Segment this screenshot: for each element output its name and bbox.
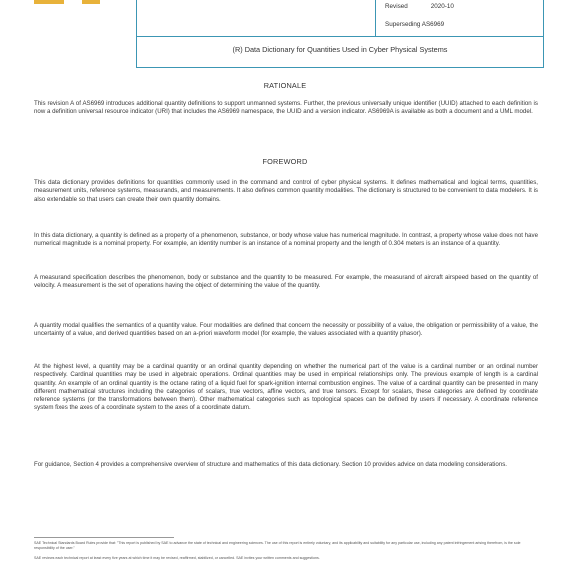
footer-divider [34, 537, 174, 538]
foreword-paragraph: For guidance, Section 4 provides a comprehensive overview of structure and mathematics of this data dictionary. Section 10 provides advice on data modeling considerations. [34, 461, 507, 468]
revised-date: 2020-10 [430, 3, 454, 10]
foreword-heading: FOREWORD [262, 157, 308, 166]
revised-label: Revised [385, 3, 408, 10]
foreword-paragraph: At the highest level, a quantity may be a cardinal quantity or an ordinal quantity depending on whether the numerical part of the value is a cardinal number or an ordinal number respectively. Cardinal quantities may be used in algebraic operations. Ordinal quantities may be used in empirical relationships only. The previous example of length is a cardinal quantity. An example of an ordinal quantity is the octane rating of a liquid fuel for spark-ignition internal combustion engines. The value of a cardinal quantity can be presented in many different mathematical structures including the categories of scalars, true vectors, affine vectors, and true tensors. Except for scalars, these categories are defined by coordinate reference systems (or the transformations between them). Other mathematical categories such as topological spaces can be defined by users if necessary. A coordinate reference system fixes the axes of a coordinate system to the axes of a coordinate datum. [34, 363, 538, 412]
foreword-paragraph: This data dictionary provides definitions for quantities commonly used in the command and control of cyber physical systems. It defines mathematical and logical terms, quantities, measurement units, reference systems, measurands, and measurements. It also defines common quantity modalities. The dictionary is structured to be convenient to data modelers. It is also extendable so that users can create their own quantity domains. [34, 179, 538, 203]
publisher-logo-mark [82, 0, 100, 4]
foreword-paragraph: A measurand specification describes the phenomenon, body or substance and the quantity to be measured. For example, the measurand of aircraft airspeed based on the quantity of velocity. A measurement is the set of operations having the object of determining the value of the quantity. [34, 274, 538, 290]
superseding-row [385, 21, 444, 28]
rationale-heading: RATIONALE [263, 81, 307, 90]
foreword-paragraph: In this data dictionary, a quantity is defined as a property of a phenomenon, substance, or body whose value has numerical magnitude. In contrast, a property whose value does not have numerical magnitude is a nominal property. For example, an identity number is an instance of a nominal property and the length of 0.304 meters is an instance of a quantity. [34, 232, 538, 248]
footer-disclaimer: SAE Technical Standards Board Rules provide that: "This report is published by SAE to advance the state of technical and engineering sciences. The use of this report is entirely voluntary, and its applicability and suitability for any particular use, including any patent infringement arising therefrom, is the sole responsibility of the user." [34, 541, 521, 550]
superseding-label: Superseding AS6969 [385, 21, 445, 28]
document-header-box [136, 0, 544, 68]
footer-review-note: SAE reviews each technical report at least every five years at which time it may be revised, reaffirmed, stabilized, or cancelled. SAE invites your written comments and suggestions. [34, 556, 320, 560]
header-divider [137, 36, 543, 37]
document-title: (R) Data Dictionary for Quantities Used in Cyber Physical Systems [232, 45, 448, 54]
foreword-paragraph: A quantity modal qualifies the semantics of a quantity value. Four modalities are defined that concern the necessity or possibility of a value, the obligation or permissibility of a value, the uncertainty of a value, and derived quantities based on an a-priori waveform model (for example, the values associated with a quantity phasor). [34, 322, 538, 338]
revised-row [385, 3, 454, 10]
publisher-logo-mark [34, 0, 64, 4]
header-divider [375, 0, 376, 36]
rationale-paragraph: This revision A of AS6969 introduces additional quantity definitions to support unmanned systems. Further, the previous universally unique identifier (UUID) attached to each definition is now a definition universal resource indicator (URI) that includes the AS6969 namespace, the UUID and a version indicator. AS6969A is available as both a document and a UML model. [34, 100, 538, 116]
